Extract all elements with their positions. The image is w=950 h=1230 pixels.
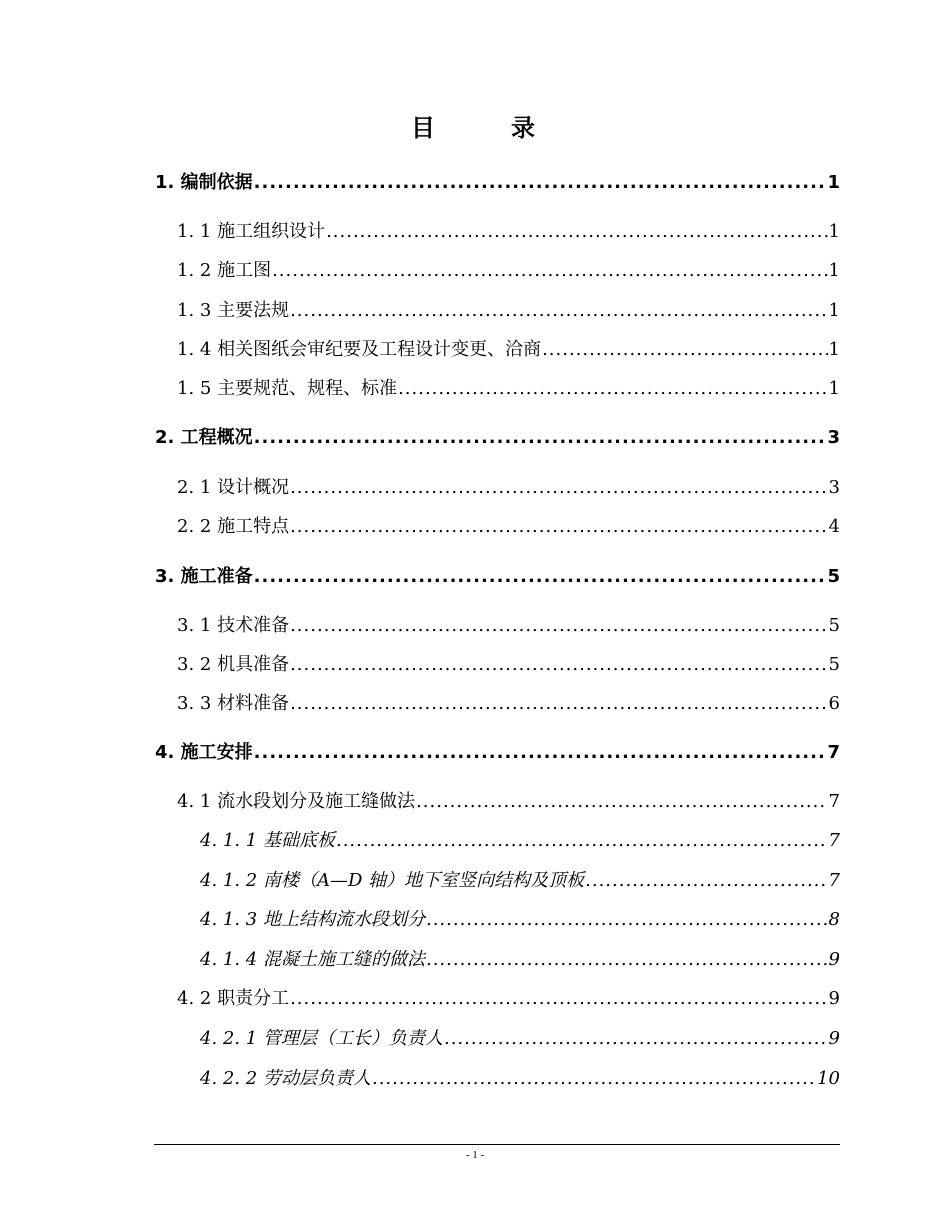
toc-entry-page-number: 7	[828, 791, 840, 812]
toc-entry[interactable]	[177, 374, 840, 404]
toc-dot-leader	[290, 296, 827, 326]
toc-entry-label: 3. 1 技术准备	[177, 615, 290, 636]
toc-dot-leader	[336, 826, 828, 856]
toc-entry-page-number: 1	[827, 172, 840, 193]
toc-dot-leader	[444, 1024, 828, 1054]
toc-entry-label: 4. 1 流水段划分及施工缝做法	[177, 791, 416, 812]
toc-entry-label: 3. 施工准备	[155, 566, 253, 587]
toc-dot-leader	[254, 562, 827, 592]
toc-entry[interactable]	[200, 945, 840, 975]
toc-entry-page-number: 10	[817, 1068, 840, 1089]
toc-entry-label: 4. 1. 4 混凝土施工缝的做法	[200, 949, 425, 970]
toc-entry-page-number: 1	[828, 378, 840, 399]
toc-entry-page-number: 9	[828, 988, 840, 1009]
footer-divider	[154, 1144, 840, 1145]
toc-entry-label: 1. 4 相关图纸会审纪要及工程设计变更、洽商	[177, 339, 542, 360]
toc-entry-page-number: 7	[827, 742, 840, 763]
toc-dot-leader	[290, 650, 827, 680]
toc-entry-page-number: 7	[828, 830, 840, 851]
toc-entry-label: 1. 3 主要法规	[177, 300, 290, 321]
toc-dot-leader	[416, 787, 827, 817]
toc-entry[interactable]	[200, 905, 840, 935]
toc-dot-leader	[272, 256, 827, 286]
toc-entry-page-number: 6	[828, 693, 840, 714]
toc-entry-label: 1. 2 施工图	[177, 260, 272, 281]
toc-entry-label: 4. 2. 1 管理层（工长）负责人	[200, 1028, 443, 1049]
toc-entry-label: 3. 3 材料准备	[177, 693, 290, 714]
toc-entry[interactable]	[177, 689, 840, 719]
toc-entry[interactable]	[155, 562, 840, 592]
toc-dot-leader	[398, 374, 827, 404]
toc-entry[interactable]	[177, 217, 840, 247]
toc-entry-page-number: 5	[827, 566, 840, 587]
toc-entry[interactable]	[155, 168, 840, 198]
toc-entry-page-number: 7	[828, 870, 840, 891]
toc-entry[interactable]	[177, 512, 840, 542]
toc-dot-leader	[542, 335, 827, 365]
toc-entry[interactable]	[177, 473, 840, 503]
toc-entry-page-number: 8	[828, 909, 840, 930]
toc-entry-label: 4. 施工安排	[155, 742, 253, 763]
toc-entry-label: 2. 2 施工特点	[177, 516, 290, 537]
toc-dot-leader	[290, 473, 827, 503]
toc-entry[interactable]	[177, 787, 840, 817]
toc-entry-label: 4. 1. 3 地上结构流水段划分	[200, 909, 425, 930]
toc-entry-page-number: 1	[828, 260, 840, 281]
toc-dot-leader	[426, 945, 828, 975]
toc-entry[interactable]	[155, 423, 840, 453]
footer-page-number: - 1 -	[465, 1149, 485, 1161]
toc-dot-leader	[326, 217, 827, 247]
toc-entry-page-number: 1	[828, 339, 840, 360]
toc-entry-label: 4. 1. 1 基础底板	[200, 830, 335, 851]
toc-dot-leader	[585, 866, 827, 896]
toc-entry-label: 4. 2. 2 劳动层负责人	[200, 1068, 371, 1089]
toc-entry-page-number: 1	[828, 221, 840, 242]
toc-entry-page-number: 9	[828, 1028, 840, 1049]
toc-entry-label: 1. 5 主要规范、规程、标准	[177, 378, 398, 399]
toc-entry[interactable]	[200, 826, 840, 856]
toc-entry-page-number: 9	[828, 949, 840, 970]
toc-entry[interactable]	[177, 296, 840, 326]
toc-dot-leader	[290, 611, 827, 641]
toc-entry-page-number: 1	[828, 300, 840, 321]
toc-entry[interactable]	[177, 335, 840, 365]
toc-entry-page-number: 3	[827, 427, 840, 448]
toc-entry[interactable]	[177, 611, 840, 641]
toc-entry-label: 4. 1. 2 南楼（A—D 轴）地下室竖向结构及顶板	[200, 870, 585, 891]
toc-entry[interactable]	[200, 866, 840, 896]
toc-entry[interactable]	[155, 738, 840, 768]
toc-entry[interactable]	[200, 1024, 840, 1054]
toc-dot-leader	[254, 168, 827, 198]
toc-entry[interactable]	[200, 1064, 840, 1094]
page-title: 目 录	[411, 114, 561, 142]
toc-dot-leader	[254, 423, 827, 453]
toc-dot-leader	[290, 512, 827, 542]
toc-entry-label: 4. 2 职责分工	[177, 988, 290, 1009]
toc-entry-page-number: 4	[828, 516, 840, 537]
toc-dot-leader	[290, 689, 827, 719]
toc-entry[interactable]	[177, 256, 840, 286]
toc-entry-page-number: 5	[828, 615, 840, 636]
toc-entry-label: 1. 编制依据	[155, 172, 253, 193]
toc-entry[interactable]	[177, 650, 840, 680]
toc-entry-page-number: 3	[828, 477, 840, 498]
toc-dot-leader	[254, 738, 827, 768]
toc-entry[interactable]	[177, 984, 840, 1014]
toc-entry-label: 3. 2 机具准备	[177, 654, 290, 675]
toc-dot-leader	[426, 905, 828, 935]
toc-entry-label: 2. 工程概况	[155, 427, 253, 448]
toc-dot-leader	[290, 984, 827, 1014]
toc-entry-label: 1. 1 施工组织设计	[177, 221, 326, 242]
toc-entry-page-number: 5	[828, 654, 840, 675]
toc-dot-leader	[372, 1064, 816, 1094]
toc-entry-label: 2. 1 设计概况	[177, 477, 290, 498]
